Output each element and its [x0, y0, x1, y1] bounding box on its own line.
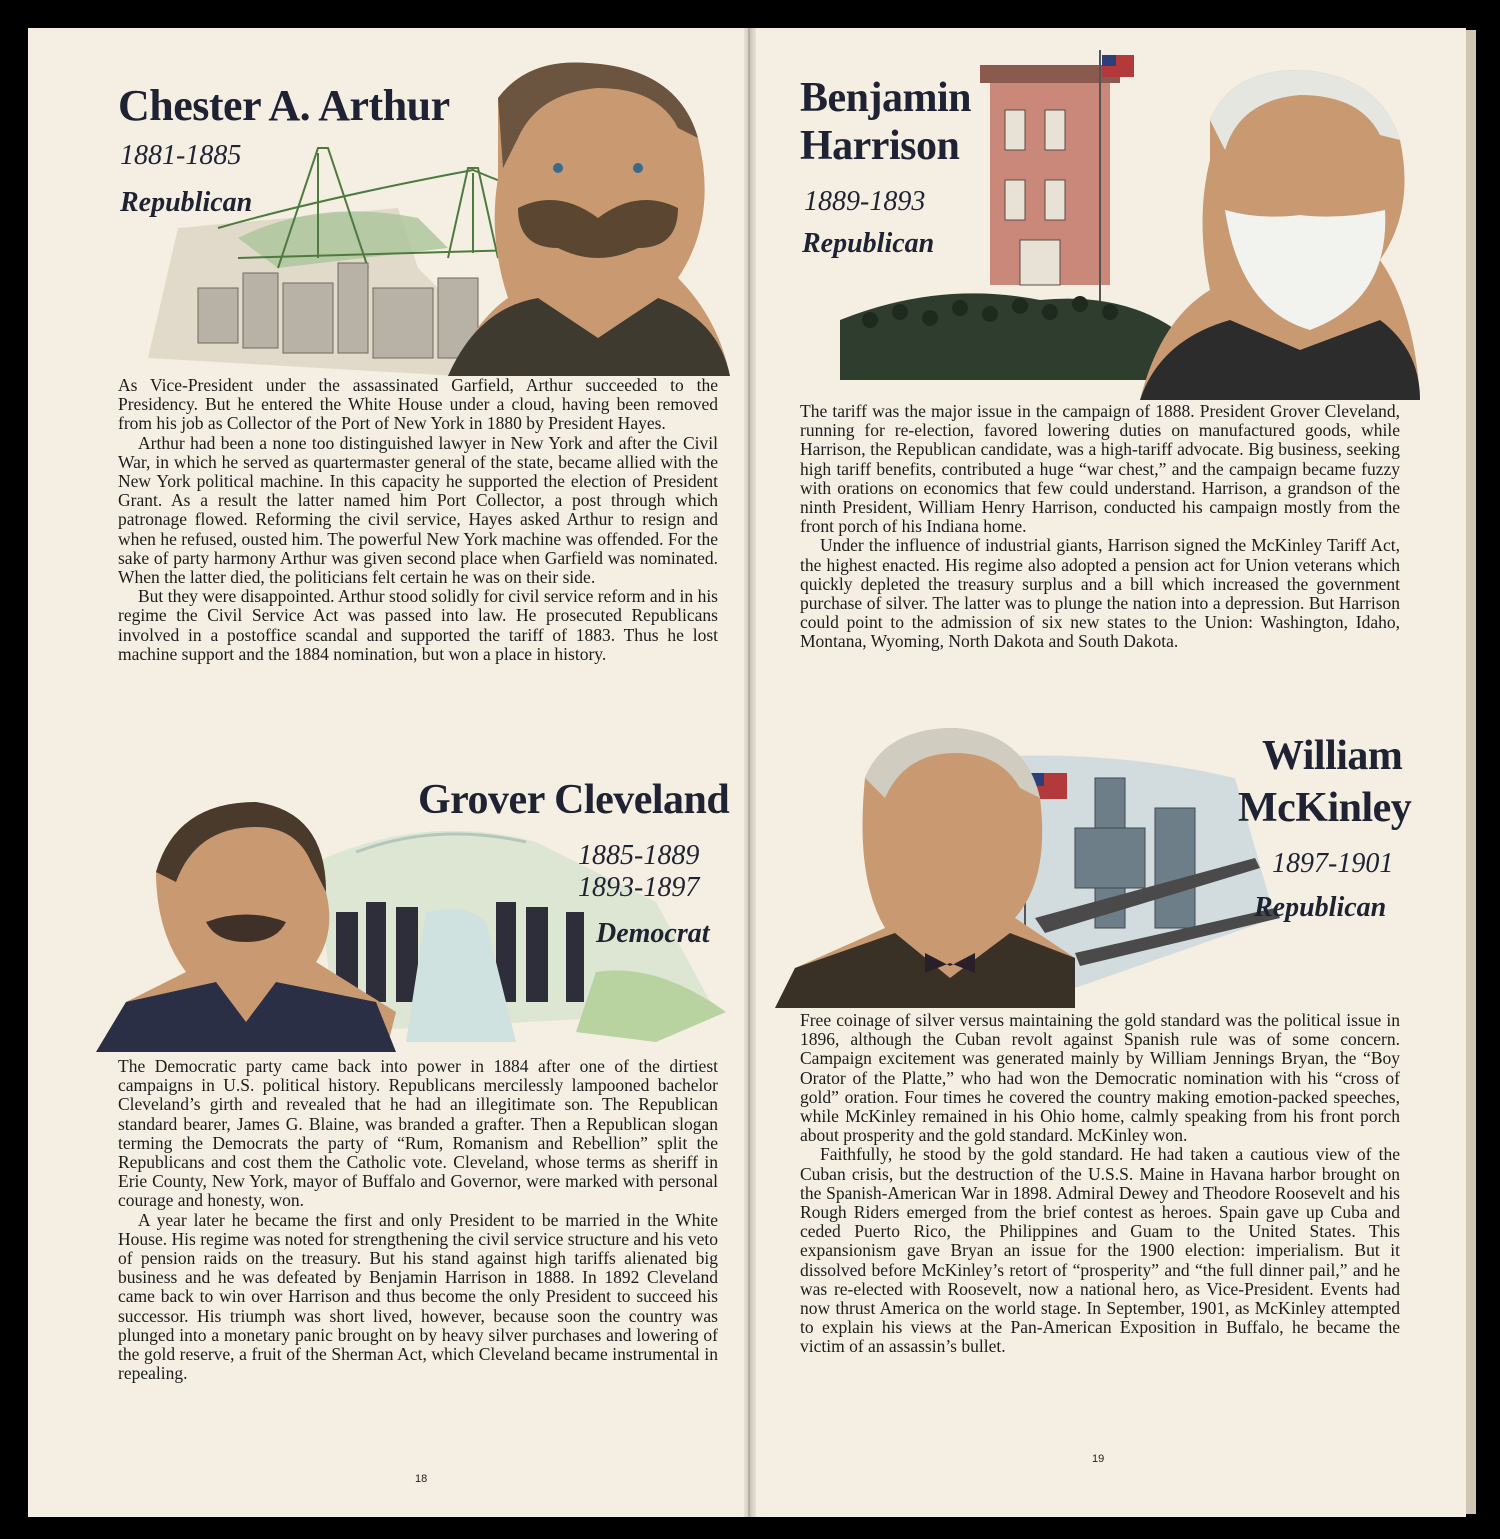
mckinley-party: Republican: [1254, 892, 1387, 923]
page-edge: [1466, 30, 1476, 1514]
mckinley-years: 1897-1901: [1272, 848, 1394, 879]
harrison-paragraph: Under the influence of industrial giants, Harrison signed the McKinley Tariff Act, the highest enacted. His regime also adopted a pension act for Union veterans which quickly depleted the treasury surplus and a bill which increased the government purchase of silver. The latter was to plunge the nation into a depression. But Harrison could point to the admission of six new states to the Union: Washington, Idaho, Montana, Wyoming, North Dakota and South Dakota.: [800, 535, 1400, 652]
arthur-paragraph: Arthur had been a none too distinguished lawyer in New York and after the Civil War, in which he served as quartermaster general of the state, became allied with the New York political machine. In this capacity he supported the election of President Grant. As a result the latter named him Port Collector, a post through which patronage flowed. Reforming the civil service, Hayes asked Arthur to resign and when he refused, ousted him. The powerful New York machine was offended. For the sake of party harmony Arthur was given second place when Garfield was nominated. When the latter died, the politicians felt certain he was on their side.: [118, 432, 718, 588]
harrison-name-last: Harrison: [800, 123, 960, 169]
mckinley-paragraph: Free coinage of silver versus maintaining the gold standard was the political issue in 1896, although the Cuban revolt against Spanish rule was of some concern. Campaign excitement was generated mainly by William Jennings Bryan, the “Boy Orator of the Platte,” who had won the Democratic nomination with his “cross of gold” oration. Four times he covered the country making emotion-packed speeches, while McKinley remained in his Ohio home, calmly speaking from his front porch about prosperity and the gold standard. McKinley won.: [800, 1010, 1400, 1146]
harrison-party: Republican: [802, 228, 935, 259]
mckinley-body: [800, 1011, 1400, 1357]
harrison-body: [800, 402, 1400, 652]
harrison-years: 1889-1893: [804, 186, 926, 217]
mckinley-name-first: William: [1262, 733, 1403, 779]
page-number-left: 18: [415, 1473, 428, 1485]
cleveland-paragraph: The Democratic party came back into power in 1884 after one of the dirtiest campaigns in U.S. political history. Republicans mercilessly lampooned bachelor Cleveland’s girth and revealed that he had an illegitimate son. The Republican standard bearer, James G. Blaine, was branded a grafter. Then a Republican slogan terming the Democrats the party of “Rum, Romanism and Rebellion” split the Republicans and cost them the Catholic vote. Cleveland, whose terms as sheriff in Erie County, New York, mayor of Buffalo and Governor, were marked with personal courage and honesty, won.: [118, 1056, 718, 1211]
page-number-right: 19: [1092, 1453, 1105, 1465]
mckinley-illustration: [775, 718, 1295, 1008]
harrison-name-first: Benjamin: [800, 75, 972, 121]
cleveland-years-1: 1885-1889: [578, 840, 700, 871]
mckinley-name-last: McKinley: [1238, 785, 1412, 831]
cleveland-paragraph: A year later he became the first and only President to be married in the White House. His regime was noted for strengthening the civil service structure and his veto of pension raids on the treasury. But his stand against high tariffs alienated big business and he was defeated by Benjamin Harrison in 1888. In 1892 Cleveland came back to win over Harrison and thus become the only President to succeed his successor. His triumph was short lived, however, because soon the country was plunged into a monetary panic brought on by heavy silver purchases and lowering of the gold reserve, a fruit of the Sherman Act, which Cleveland became instrumental in repealing.: [118, 1209, 718, 1384]
arthur-paragraph: But they were disappointed. Arthur stood solidly for civil service reform and in his regime the Civil Service Act was passed into law. He prosecuted Republicans involved in a postoffice scandal and supported the tariff of 1883. Thus he lost machine support and the 1884 nomination, but won a place in history.: [118, 586, 718, 664]
cleveland-name: Grover Cleveland: [418, 777, 730, 823]
arthur-years: 1881-1885: [120, 140, 242, 171]
book-gutter: [744, 28, 756, 1517]
cleveland-body: [118, 1057, 718, 1383]
harrison-paragraph: The tariff was the major issue in the campaign of 1888. President Grover Cleveland, running for re-election, favored lowering duties on manufactured goods, while Harrison, the Republican candidate, was a high-tariff advocate. Big business, seeking high tariff benefits, contributed a huge “war chest,” and the campaign became fuzzy with orations on economics that few could understand. Harrison, a grandson of the ninth President, William Henry Harrison, conducted his campaign mostly from the front porch of his Indiana home.: [800, 401, 1400, 537]
arthur-name: Chester A. Arthur: [118, 81, 450, 130]
cleveland-party: Democrat: [596, 918, 710, 949]
mckinley-paragraph: Faithfully, he stood by the gold standard. He had taken a cautious view of the Cuban crisis, but the destruction of the U.S.S. Maine in Havana harbor brought on the Spanish-American War in 1898. Admiral Dewey and Theodore Roosevelt and his Rough Riders emerged from the brief contest as heroes. Spain gave up Cuba and ceded Puerto Rico, the Philippines and Guam to the United States. This expansionism gave Bryan an issue for the 1900 election: imperialism. But it dissolved before McKinley’s retort of “prosperity” and “the full dinner pail,” and he was re-elected with Roosevelt, now a national hero, as Vice-President. Events had now thrust America on the world stage. In September, 1901, as McKinley attempted to explain his views at the Pan-American Exposition in Buffalo, he became the victim of an assassin’s bullet.: [800, 1144, 1400, 1357]
arthur-paragraph: As Vice-President under the assassinated Garfield, Arthur succeeded to the Presidency. But he entered the White House under a cloud, having been removed from his job as Collector of the Port of New York in 1880 by President Hayes.: [118, 375, 718, 434]
cleveland-years-2: 1893-1897: [578, 872, 700, 903]
arthur-party: Republican: [120, 187, 253, 218]
arthur-body: [118, 376, 718, 664]
